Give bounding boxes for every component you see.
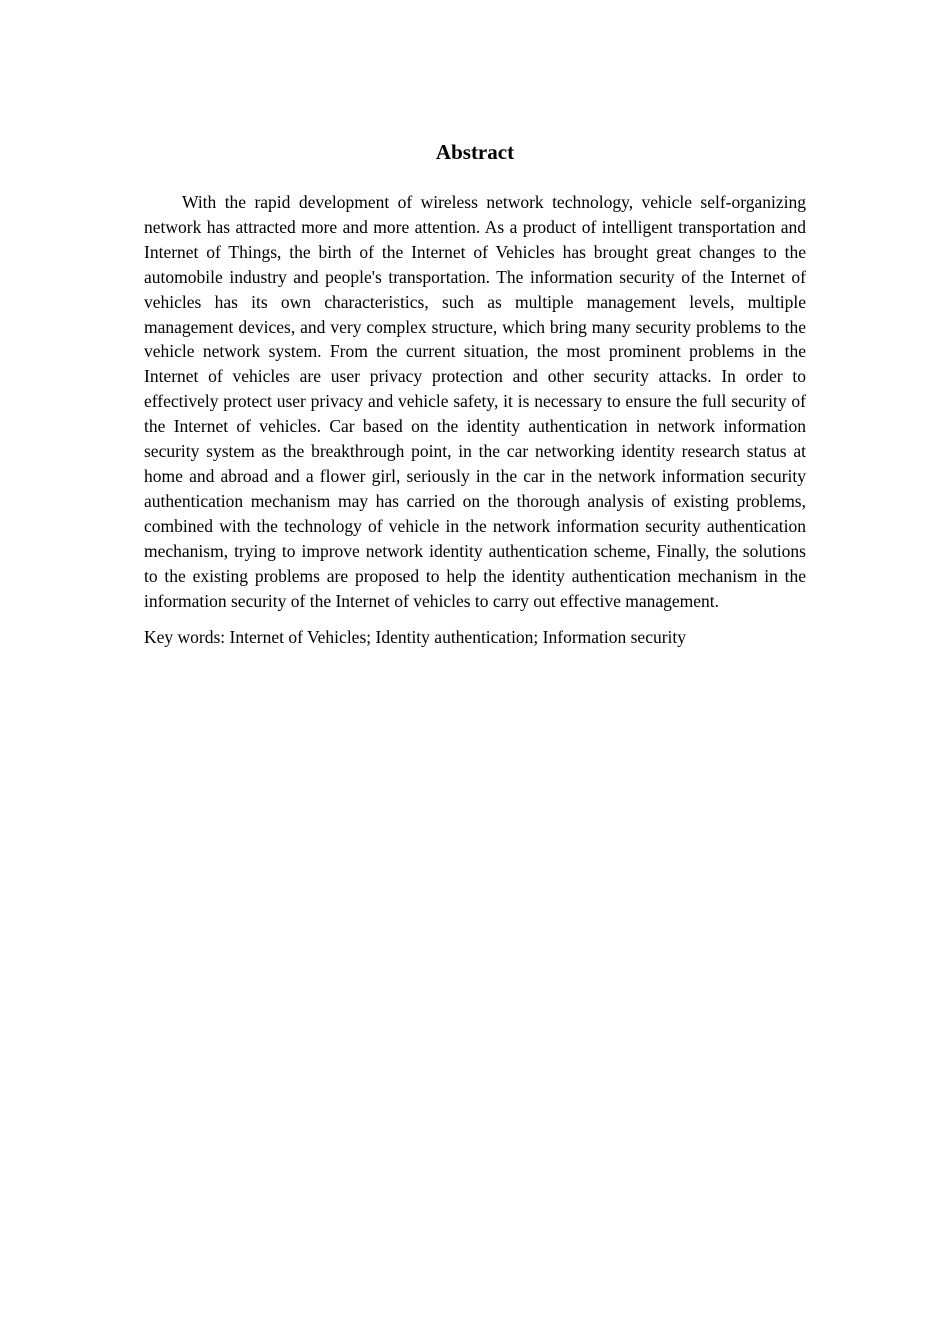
abstract-body: With the rapid development of wireless network technology, vehicle self-organizing network has attracted more and more attention. As a product of intelligent transportation and Internet of Things, the birth of the Internet of Vehicles has brought great changes to the automobile industry and people's transportation. The information security of the Internet of vehicles has its own characteristics, such as multiple management levels, multiple management devices, and very complex structure, which bring many security problems to the vehicle network system. From the current situation, the most prominent problems in the Internet of vehicles are user privacy protection and other security attacks. In order to effectively protect user privacy and vehicle safety, it is necessary to ensure the full security of the Internet of vehicles. Car based on the identity authentication in network information security system as the breakthrough point, in the car networking identity research status at home and abroad and a flower girl, seriously in the car in the network information security authentication mechanism may has carried on the thorough analysis of existing problems, combined with the technology of vehicle in the network information security authentication mechanism, trying to improve network identity authentication scheme, Finally, the solutions to the existing problems are proposed to help the identity authentication mechanism in the information security of the Internet of vehicles to carry out effective management. <box>144 192 806 611</box>
document-page <box>144 138 806 650</box>
keywords-line: Key words: Internet of Vehicles; Identity authentication; Information security <box>144 627 687 648</box>
abstract-title: Abstract <box>435 140 515 164</box>
